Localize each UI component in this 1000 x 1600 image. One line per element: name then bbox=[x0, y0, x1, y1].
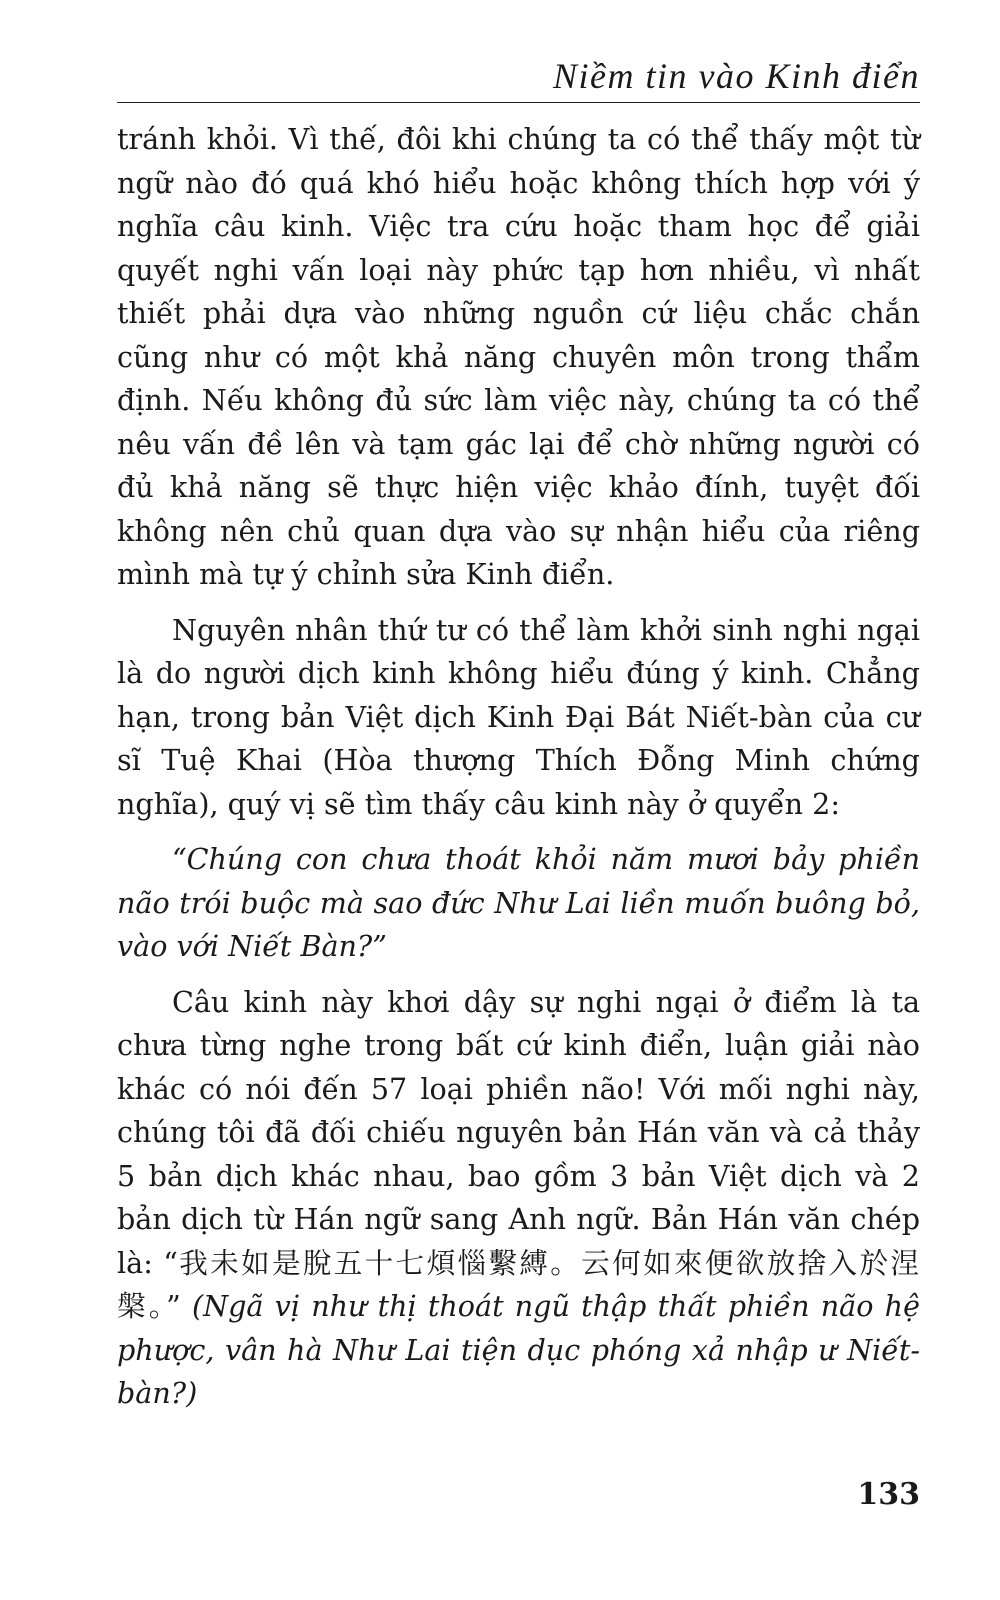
chinese-original-text: 我未如是脫五十七煩惱繫縛。云何如來便欲放捨入於涅槃。 bbox=[117, 1245, 920, 1323]
paragraph-comparison bbox=[117, 981, 920, 1416]
sutra-quote: “Chúng con chưa thoát khỏi năm mươi bảy phiền não trói buộc mà sao đức Như Lai liền muốn buông bỏ, vào với Niết Bàn?” bbox=[117, 842, 920, 963]
running-title: Niềm tin vào Kinh điển bbox=[553, 56, 920, 96]
paragraph-continuation: tránh khỏi. Vì thế, đôi khi chúng ta có thể thấy một từ ngữ nào đó quá khó hiểu hoặc không thích hợp với ý nghĩa câu kinh. Việc tra cứu hoặc tham học để giải quyết nghi vấn loại này phức tạp hơn nhiều, vì nhất thiết phải dựa vào những nguồn cứ liệu chắc chắn cũng như có một khả năng chuyên môn trong thẩm định. Nếu không đủ sức làm việc này, chúng ta có thể nêu vấn đề lên và tạm gác lại để chờ những người có đủ khả năng sẽ thực hiện việc khảo đính, tuyệt đối không nên chủ quan dựa vào sự nhận hiểu của riêng mình mà tự ý chỉnh sửa Kinh điển. bbox=[117, 122, 920, 591]
page-number: 133 bbox=[857, 1477, 920, 1512]
running-header bbox=[117, 52, 920, 103]
comparison-text: Câu kinh này khơi dậy sự nghi ngại ở điểm là ta chưa từng nghe trong bất cứ kinh điển, luận giải nào khác có nói đến 57 loại phiền não! Với mối nghi này, chúng tôi đã đối chiếu nguyên bản Hán văn và cả thảy 5 bản dịch khác nhau, bao gồm 3 bản Việt dịch và 2 bản dịch từ Hán ngữ sang Anh ngữ. Bản Hán văn chép là: “ bbox=[117, 984, 920, 1280]
sino-vietnamese-reading: (Ngã vị như thị thoát ngũ thập thất phiền não hệ phược, vân hà Như Lai tiện dục phóng xả nhập ư Niết-bàn?) bbox=[117, 1289, 920, 1410]
closing-quote-mark: ” bbox=[166, 1289, 192, 1323]
paragraph-translation-cause: Nguyên nhân thứ tư có thể làm khởi sinh nghi ngại là do người dịch kinh không hiểu đúng ý kinh. Chẳng hạn, trong bản Việt dịch Kinh Đại Bát Niết-bàn của cư sĩ Tuệ Khai (Hòa thượng Thích Đỗng Minh chứng nghĩa), quý vị sẽ tìm thấy câu kinh này ở quyển 2: bbox=[117, 612, 920, 821]
page-body bbox=[117, 118, 920, 1416]
